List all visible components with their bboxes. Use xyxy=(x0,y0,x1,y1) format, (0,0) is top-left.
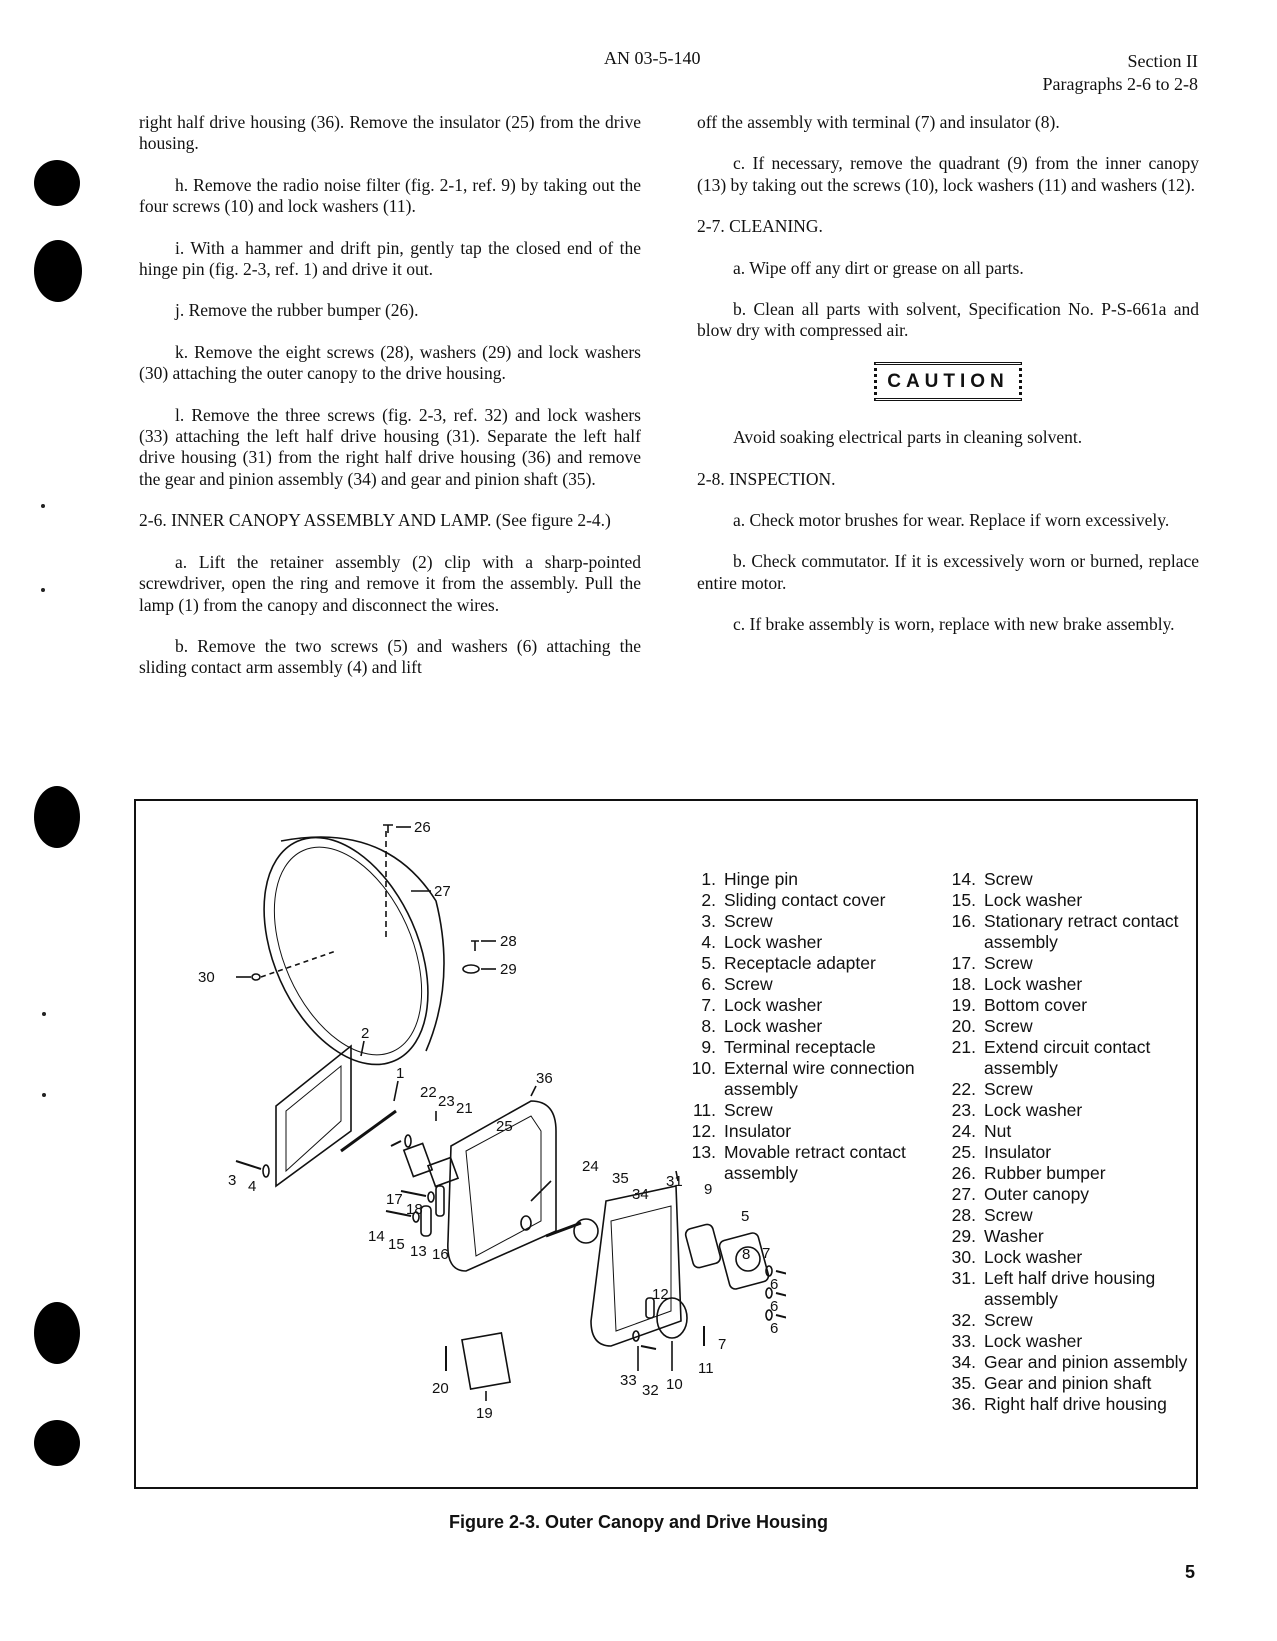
paragraph: a. Wipe off any dirt or grease on all parts. xyxy=(733,257,1024,278)
paragraph: i. With a hammer and drift pin, gently tap the closed end of the hinge pin (fig. 2-3, ref. 1) and drive it out. xyxy=(139,237,641,280)
legend-item: 24. Nut xyxy=(951,1121,1012,1141)
callout-label: 32 xyxy=(642,1382,659,1399)
binder-hole xyxy=(34,1420,80,1466)
paragraph: off the assembly with terminal (7) and insulator (8). xyxy=(697,112,1060,132)
paragraph: right half drive housing (36). Remove the insulator (25) from the drive housing. xyxy=(139,112,641,154)
paragraph: l. Remove the three screws (fig. 2-3, ref. 32) and lock washers (33) attaching the left half drive housing (31). Separate the left half drive housing (31) from the right half drive housing (36) and remove the gear and pinion assembly (34) and gear and pinion shaft (35). xyxy=(139,404,641,489)
callout-label: 11 xyxy=(698,1360,714,1377)
callout-label: 29 xyxy=(500,961,517,978)
caution-box xyxy=(697,362,1199,401)
callout-label: 2 xyxy=(361,1025,370,1042)
legend-item: 6. Screw xyxy=(701,974,773,994)
callout-label: 20 xyxy=(432,1380,449,1397)
callout-label: 13 xyxy=(410,1243,427,1260)
paragraph: a. Lift the retainer assembly (2) clip with a sharp-pointed screwdriver, open the ring and remove it from the assembly. Pull the lamp (1) from the canopy and disconnect the wires. xyxy=(139,551,641,615)
parts-legend-right xyxy=(936,869,1196,1415)
paragraph: b. Clean all parts with solvent, Specification No. P-S-661a and blow dry with compressed air. xyxy=(697,299,1199,341)
left-column xyxy=(139,112,641,699)
callout-label: 23 xyxy=(438,1093,455,1110)
legend-item: 12. Insulator xyxy=(691,1121,792,1141)
paragraph: c. If necessary, remove the quadrant (9) from the inner canopy (13) by taking out the screws (10), lock washers (11) and washers (12). xyxy=(697,153,1199,195)
bottom-cover xyxy=(462,1333,510,1389)
legend-item: 13. Movable retract contact assembly xyxy=(691,1142,906,1183)
legend-item: 15. Lock washer xyxy=(951,890,1083,910)
caution-text: Avoid soaking electrical parts in cleaning solvent. xyxy=(733,427,1083,448)
gear xyxy=(574,1219,598,1243)
callout-label: 12 xyxy=(652,1286,669,1303)
paragraph: k. Remove the eight screws (28), washers (29) and lock washers (30) attaching the outer canopy to the drive housing. xyxy=(139,341,641,384)
margin-dot xyxy=(41,588,45,592)
binder-hole xyxy=(34,1302,80,1364)
legend-item: 33. Lock washer xyxy=(951,1331,1083,1351)
caution-label: CAUTION xyxy=(874,362,1022,401)
parts-legend-left xyxy=(676,869,946,1184)
callout-label: 33 xyxy=(620,1372,637,1389)
callout-label: 15 xyxy=(388,1236,405,1253)
legend-item: 19. Bottom cover xyxy=(951,995,1088,1015)
legend-item: 35. Gear and pinion shaft xyxy=(951,1373,1152,1393)
callout-label: 26 xyxy=(414,819,431,836)
external-wire-connection xyxy=(657,1298,687,1338)
legend-item: 18. Lock washer xyxy=(951,974,1083,994)
margin-dot xyxy=(42,1012,46,1016)
binder-hole xyxy=(34,160,80,206)
legend-item: 17. Screw xyxy=(951,953,1033,973)
legend-item: 30. Lock washer xyxy=(951,1247,1083,1267)
legend-item: 21. Extend circuit contact assembly xyxy=(951,1037,1151,1078)
legend-item: 11. Screw xyxy=(692,1100,773,1120)
legend-item: 26. Rubber bumper xyxy=(951,1163,1106,1183)
callout-label: 30 xyxy=(198,969,215,986)
callout-label: 5 xyxy=(741,1208,750,1225)
document-number: AN 03-5-140 xyxy=(604,48,701,68)
callout-label: 6 xyxy=(770,1276,779,1293)
legend-item: 9. Terminal receptacle xyxy=(701,1037,876,1057)
section-header xyxy=(1043,50,1198,96)
legend-item: 2. Sliding contact cover xyxy=(701,890,886,910)
figure-caption: Figure 2-3. Outer Canopy and Drive Housing xyxy=(448,1512,829,1532)
legend-item: 29. Washer xyxy=(951,1226,1044,1246)
legend-item: 22. Screw xyxy=(951,1079,1033,1099)
legend-item: 14. Screw xyxy=(951,869,1033,889)
callout-label: 21 xyxy=(456,1100,473,1117)
legend-item: 31. Left half drive housing assembly xyxy=(951,1268,1156,1309)
callout-label: 3 xyxy=(228,1172,237,1189)
legend-item: 5. Receptacle adapter xyxy=(701,953,876,973)
paragraph: b. Remove the two screws (5) and washers (6) attaching the sliding contact arm assembly (4) and lift xyxy=(139,635,641,678)
legend-item: 4. Lock washer xyxy=(701,932,823,952)
callout-label: 6 xyxy=(770,1320,779,1337)
legend-item: 10. External wire connection assembly xyxy=(691,1058,915,1099)
paragraph: b. Check commutator. If it is excessively worn or burned, replace entire motor. xyxy=(697,551,1199,593)
callout-label: 10 xyxy=(666,1376,683,1393)
screw-28 xyxy=(471,941,479,951)
legend-item: 23. Lock washer xyxy=(951,1100,1083,1120)
legend-item: 32. Screw xyxy=(951,1310,1033,1330)
callout-label: 25 xyxy=(496,1118,513,1135)
callout-label: 35 xyxy=(612,1170,629,1187)
paragraph: c. If brake assembly is worn, replace with new brake assembly. xyxy=(733,614,1175,635)
hinge-pin xyxy=(341,1111,396,1151)
callout-label: 7 xyxy=(762,1245,771,1262)
legend-item: 16. Stationary retract contact assembly xyxy=(951,911,1179,952)
legend-item: 8. Lock washer xyxy=(701,1016,823,1036)
callout-label: 31 xyxy=(666,1173,683,1190)
callout-label: 36 xyxy=(536,1070,553,1087)
section-heading: 2-6. INNER CANOPY ASSEMBLY AND LAMP. (See figure 2-4.) xyxy=(139,510,611,531)
legend-item: 25. Insulator xyxy=(951,1142,1052,1162)
paragraph: a. Check motor brushes for wear. Replace if worn excessively. xyxy=(733,510,1170,531)
binder-hole xyxy=(34,240,82,302)
paragraph: h. Remove the radio noise filter (fig. 2-1, ref. 9) by taking out the four screws (10) and lock washers (11). xyxy=(139,174,641,217)
callout-label: 24 xyxy=(582,1158,599,1175)
callout-label: 9 xyxy=(704,1181,713,1198)
callout-label: 27 xyxy=(434,883,451,900)
paragraphs-label: Paragraphs 2-6 to 2-8 xyxy=(1042,74,1198,94)
nut xyxy=(521,1216,531,1230)
legend-item: 28. Screw xyxy=(951,1205,1033,1225)
legend-item: 36. Right half drive housing xyxy=(951,1394,1167,1414)
callout-label: 28 xyxy=(500,933,517,950)
callout-label: 22 xyxy=(420,1084,437,1101)
callout-label: 6 xyxy=(770,1298,779,1315)
section-heading: 2-8. INSPECTION. xyxy=(697,468,836,489)
callout-label: 4 xyxy=(248,1178,257,1195)
legend-item: 20. Screw xyxy=(951,1016,1033,1036)
callout-label: 19 xyxy=(476,1405,493,1422)
section-label: Section II xyxy=(1127,51,1198,71)
callout-label: 14 xyxy=(368,1228,385,1245)
legend-item: 27. Outer canopy xyxy=(951,1184,1090,1204)
right-column xyxy=(697,112,1199,656)
callout-label: 16 xyxy=(432,1246,449,1263)
paragraph: j. Remove the rubber bumper (26). xyxy=(175,300,419,321)
rubber-bumper xyxy=(383,825,393,833)
callout-label: 34 xyxy=(632,1186,649,1203)
margin-dot xyxy=(42,1093,46,1097)
legend-item: 7. Lock washer xyxy=(701,995,823,1015)
legend-item: 34. Gear and pinion assembly xyxy=(951,1352,1188,1372)
page-number: 5 xyxy=(1184,1562,1195,1582)
callout-label: 1 xyxy=(396,1065,405,1082)
callout-label: 17 xyxy=(386,1191,403,1208)
margin-dot xyxy=(41,504,45,508)
legend-item: 3. Screw xyxy=(701,911,773,931)
terminal-receptacle xyxy=(684,1223,721,1269)
legend-item: 1. Hinge pin xyxy=(701,869,798,889)
figure-2-3 xyxy=(134,799,1198,1489)
binder-hole xyxy=(34,786,80,848)
callout-label: 7 xyxy=(718,1336,727,1353)
section-heading: 2-7. CLEANING. xyxy=(697,216,823,237)
callout-label: 8 xyxy=(742,1246,751,1263)
washer-29 xyxy=(463,965,479,973)
callout-label: 18 xyxy=(406,1201,423,1218)
left-half-drive-housing xyxy=(591,1186,681,1346)
